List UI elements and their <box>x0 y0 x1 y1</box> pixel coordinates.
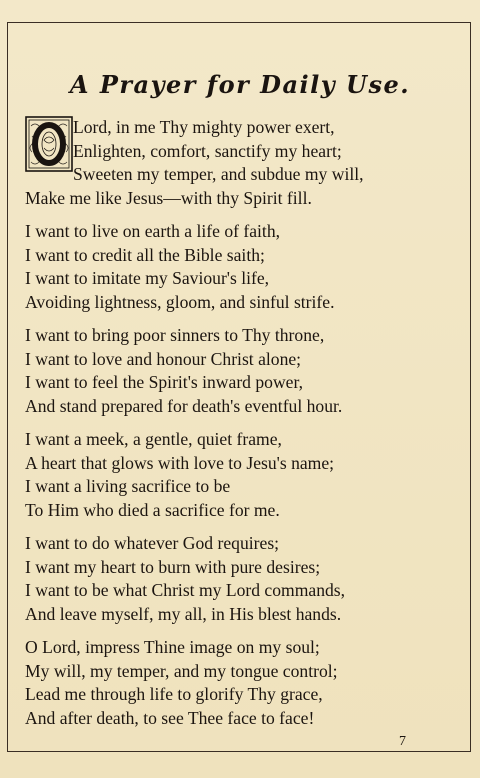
poem-body <box>25 116 465 740</box>
verse-line: Sweeten my temper, and subdue my will, <box>73 164 364 184</box>
stanza-3 <box>25 324 465 418</box>
verse-line: I want a living sacrifice to be <box>25 476 231 496</box>
verse-line: Make me like Jesus—with thy Spirit fill. <box>25 187 312 208</box>
verse-line: To Him who died a sacrifice for me. <box>25 499 280 520</box>
verse-line: I want to do whatever God requires; <box>25 533 280 553</box>
verse-line: O Lord, impress Thine image on my soul; <box>25 637 320 657</box>
verse-line: Lead me through life to glorify Thy grace, <box>25 684 323 704</box>
stanza-4 <box>25 428 465 522</box>
stanza-6 <box>25 636 465 730</box>
verse-line: I want to live on earth a life of faith, <box>25 221 281 241</box>
stanza-5 <box>25 532 465 626</box>
verse-line: I want to imitate my Saviour's life, <box>25 268 270 288</box>
verse-line: I want to credit all the Bible saith; <box>25 244 265 265</box>
verse-line: I want to feel the Spirit's inward power, <box>25 372 304 392</box>
verse-line: Lord, in me Thy mighty power exert, <box>73 117 335 137</box>
stanza-1 <box>25 116 465 210</box>
verse-line: Avoiding lightness, gloom, and sinful strife. <box>25 291 335 312</box>
verse-line: My will, my temper, and my tongue control; <box>25 660 338 681</box>
verse-line: And after death, to see Thee face to face! <box>25 707 315 728</box>
page-number: 7 <box>399 734 406 749</box>
verse-line: I want to be what Christ my Lord commands, <box>25 580 346 600</box>
verse-line: I want my heart to burn with pure desires; <box>25 556 321 577</box>
verse-line: And leave myself, my all, in His blest hands. <box>25 603 342 624</box>
verse-line: I want to bring poor sinners to Thy throne, <box>25 325 325 345</box>
verse-line: A heart that glows with love to Jesu's name; <box>25 452 335 473</box>
verse-line: Enlighten, comfort, sanctify my heart; <box>73 140 342 161</box>
stanza-2 <box>25 220 465 314</box>
verse-line: I want to love and honour Christ alone; <box>25 348 302 369</box>
verse-line: I want a meek, a gentle, quiet frame, <box>25 429 282 449</box>
verse-line: And stand prepared for death's eventful hour. <box>25 395 343 416</box>
page-title: A Prayer for Daily Use. <box>69 70 411 99</box>
